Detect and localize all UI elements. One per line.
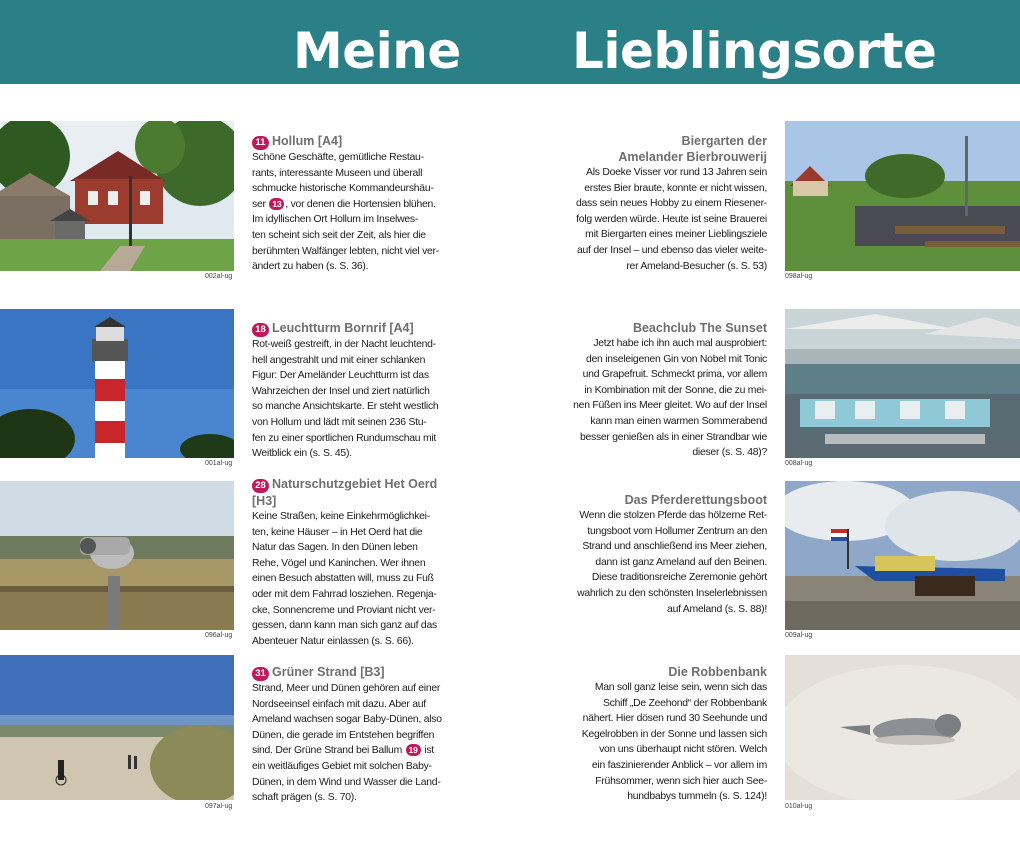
photo-credit: 002al-ug: [205, 273, 233, 280]
photo-credit: 001al-ug: [205, 460, 233, 467]
body-line: in Kombination mit der Sonne, die zu mei-: [584, 384, 767, 396]
body-line: und Grapefruit. Schmeckt prima, vor allem: [582, 369, 767, 381]
body-text: sind. Der Grüne Strand bei Ballum: [252, 745, 405, 757]
photo-robbenbank: [785, 655, 1020, 800]
entry-robbenbank: [567, 664, 767, 805]
body-line: Schiff „De Zeehond“ der Robbenbank: [602, 697, 767, 709]
photo-biergarten: [785, 121, 1020, 271]
entry-body: [252, 337, 452, 462]
body-line: oder mit dem Fahrrad losziehen. Regenja-: [252, 588, 437, 600]
body-line: Schöne Geschäfte, gemütliche Restau-: [252, 152, 424, 163]
entry-body: [567, 680, 767, 805]
entry-title: [567, 664, 767, 680]
body-line: hundbabys tummeln (s. S. 124)!: [627, 791, 767, 803]
entry-body: [252, 150, 452, 275]
entry-title-text: Hollum [A4]: [272, 134, 343, 148]
body-line: rer Ameland-Besucher (s. S. 53): [626, 260, 767, 272]
photo-gruener-strand: [0, 655, 234, 800]
entry-body: [252, 681, 452, 806]
body-line: Jetzt habe ich ihn auch mal ausprobiert:: [593, 338, 767, 349]
body-line: einen Besuch abstatten will, muss zu Fuß: [252, 573, 434, 585]
location-marker: 28: [252, 479, 269, 493]
photo-lighthouse: [0, 309, 234, 458]
entry-hollum: [252, 133, 452, 275]
body-line: nähert. Hier dösen rund 30 Seehunde und: [582, 713, 767, 725]
body-line: auf Ameland (s. S. 88)!: [667, 603, 767, 615]
body-line: fen zu einer sportlichen Rundumschau mit: [252, 432, 437, 444]
body-line: Dünen, in dem Wind und Wasser die Land-: [252, 776, 441, 788]
body-line: Wahrzeichen der Insel und ziert natürlich: [252, 385, 430, 397]
body-line: nen Füßen ins Meer gleitet. Wo auf der Insel: [573, 400, 767, 412]
entry-title: [252, 476, 452, 509]
body-line: cke, Sonnencreme und Proviant nicht ver-: [252, 604, 436, 616]
entry-gruener-strand: [252, 664, 452, 806]
body-line: Rot-weiß gestreift, in der Nacht leuchtend-: [252, 339, 436, 350]
location-marker: 13: [269, 198, 284, 210]
body-line: Nordseeinsel einfach mit dazu. Aber auf: [252, 698, 426, 710]
location-marker: 31: [252, 667, 269, 681]
body-line: Frühsommer, wenn sich hier auch See-: [595, 775, 767, 787]
body-text: , vor denen die Hortensien blühen.: [285, 198, 436, 210]
body-line: Diese traditionsreiche Zeremonie gehört: [591, 572, 767, 584]
entry-title-line: Beachclub The Sunset: [632, 321, 767, 335]
entry-leuchtturm: [252, 320, 452, 462]
body-line: ein faszinierender Anblick – vor allem im: [591, 759, 767, 771]
body-line: von uns überhaupt nicht stören. Welch: [599, 744, 767, 756]
body-line: ten scheint sich seit der Zeit, als hier die: [252, 229, 426, 241]
photo-credit: 008al-ug: [785, 460, 813, 467]
entry-title: [252, 133, 452, 150]
location-marker: 18: [252, 323, 269, 337]
body-line: Ameland wachsen sogar Baby-Dünen, also: [252, 714, 442, 726]
body-line: berühmten Walfänger lebten, nicht viel ver-: [252, 245, 439, 257]
photo-pferderettungsboot: [785, 481, 1020, 630]
photo-credit: 098al-ug: [785, 273, 813, 280]
photo-credit: 009al-ug: [785, 632, 813, 639]
entry-body: [252, 509, 452, 649]
body-line: [252, 743, 452, 759]
body-line: schaft prägen (s. S. 70).: [252, 792, 357, 804]
body-line: dieser (s. S. 48)?: [692, 447, 767, 459]
body-line: kann man einen warmen Sommerabend: [590, 415, 767, 427]
body-text: ist: [421, 745, 434, 757]
page-title-word-2: Lieblingsorte: [572, 22, 937, 80]
body-line: [252, 197, 452, 213]
body-line: Figur: Der Ameländer Leuchtturm ist das: [252, 370, 429, 382]
header-banner: [0, 0, 1020, 84]
entry-title-text: Grüner Strand [B3]: [272, 665, 385, 679]
entry-het-oerd: [252, 476, 452, 649]
body-line: Im idyllischen Ort Hollum im Inselwes-: [252, 214, 419, 226]
body-text: ser: [252, 198, 269, 210]
body-line: Rehe, Vögel und Kaninchen. Wer ihnen: [252, 557, 426, 569]
photo-credit: 097al-ug: [205, 803, 233, 810]
body-line: Abenteuer Natur einlassen (s. S. 66).: [252, 635, 414, 647]
entry-title: [252, 320, 452, 337]
entry-pferderettungsboot: [567, 492, 767, 617]
body-line: wahrlich zu den schönsten Inselerlebnissen: [577, 587, 767, 599]
body-line: auf der Insel – und ebenso das vieler weite-: [576, 244, 767, 256]
body-line: folg werden würde. Heute ist seine Brauerei: [576, 213, 767, 225]
entry-title: [567, 320, 767, 336]
body-line: Strand, Meer und Dünen gehören auf einer: [252, 683, 441, 694]
body-line: dass sein neues Hobby zu einem Riesener-: [576, 198, 767, 210]
body-line: Als Doeke Visser vor rund 13 Jahren sein: [586, 167, 767, 178]
entry-title-text: Leuchtturm Bornrif [A4]: [272, 321, 414, 335]
entry-beachclub: [567, 320, 767, 461]
entry-body: [567, 165, 767, 274]
body-line: ändert zu haben (s. S. 36).: [252, 261, 369, 273]
entry-title: [567, 133, 767, 165]
body-line: Man soll ganz leise sein, wenn sich das: [594, 682, 767, 693]
body-line: Strand und anschließend ins Meer ziehen,: [582, 541, 767, 553]
location-marker: 11: [252, 136, 269, 150]
entry-title-line: Biergarten der: [681, 134, 767, 148]
body-line: so manche Ansichtskarte. Er steht westlich: [252, 401, 439, 413]
photo-beachclub: [785, 309, 1020, 458]
body-line: mit Biergarten eines meiner Lieblingsziele: [585, 229, 767, 241]
body-line: Dünen, die gerade im Entstehen begriffen: [252, 729, 435, 741]
entry-title-line: Amelander Bierbrouwerij: [618, 150, 767, 164]
body-line: Kegelrobben in der Sonne und lassen sich: [581, 728, 767, 740]
page-title-word-1: Meine: [293, 22, 461, 80]
entry-title-line: Die Robbenbank: [668, 665, 767, 679]
body-line: gessen, dann kann man sich ganz auf das: [252, 620, 437, 632]
body-line: Keine Straßen, keine Einkehrmöglichkei-: [252, 511, 430, 522]
body-line: dann ist ganz Ameland auf den Beinen.: [595, 556, 767, 568]
entry-title: [252, 664, 452, 681]
body-line: erstes Bier braute, konnte er nicht wissen,: [584, 182, 767, 194]
body-line: von Hollum und lädt mit seinen 236 Stu-: [252, 416, 427, 428]
photo-hollum: [0, 121, 234, 271]
entry-title-text: Naturschutzgebiet Het Oerd [H3]: [252, 477, 438, 508]
body-line: rants, interessante Museen und überall: [252, 167, 423, 179]
entry-body: [567, 336, 767, 461]
body-line: ten, keine Häuser – in Het Oerd hat die: [252, 526, 423, 538]
entry-title-line: Das Pferderettungsboot: [624, 493, 767, 507]
body-line: ein weitläufiges Gebiet mit solchen Baby-: [252, 760, 432, 772]
photo-credit: 096al-ug: [205, 632, 233, 639]
photo-het-oerd: [0, 481, 234, 630]
body-line: schmucke historische Kommandeurshäu-: [252, 183, 434, 195]
body-line: besser genießen als in einer Strandbar wie: [579, 431, 767, 443]
body-line: den inseleigenen Gin von Nobel mit Tonic: [586, 353, 767, 365]
body-line: Natur das Sagen. In den Dünen leben: [252, 542, 418, 554]
entry-biergarten: [567, 133, 767, 274]
entry-title: [567, 492, 767, 508]
body-line: Wenn die stolzen Pferde das hölzerne Ret-: [579, 510, 767, 521]
body-line: Weitblick ein (s. S. 45).: [252, 448, 352, 460]
body-line: hell angestrahlt und mit einer schlanken: [252, 354, 426, 366]
body-line: tungsboot vom Hollumer Zentrum an den: [587, 525, 767, 537]
entry-body: [567, 508, 767, 617]
location-marker: 19: [406, 744, 421, 756]
photo-credit: 010al-ug: [785, 803, 813, 810]
